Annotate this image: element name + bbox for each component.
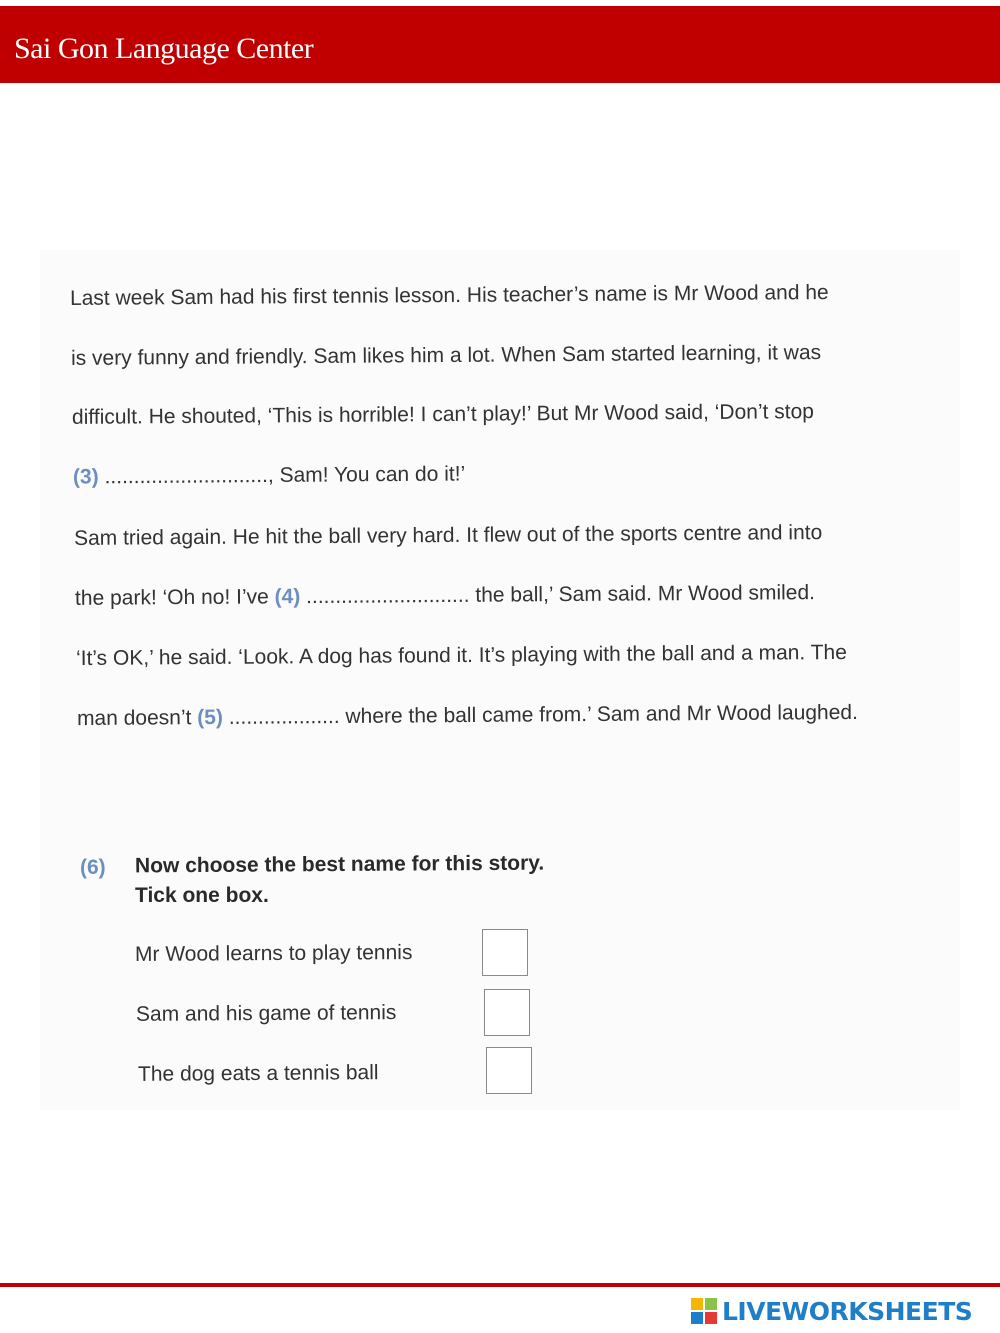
worksheet-scan: [40, 250, 960, 1110]
passage-line-2: is very funny and friendly. Sam likes him a lot. When Sam started learning, it was: [70, 341, 822, 370]
passage-line-6: [75, 582, 815, 609]
gap-5-after-text: where the ball came from.’ Sam and Mr Wood laughed.: [339, 700, 858, 729]
option-label-2: Sam and his game of tennis: [135, 1001, 397, 1026]
footer-divider: [0, 1283, 1000, 1287]
header-title: Sai Gon Language Center: [14, 32, 314, 65]
question-number: (6): [80, 856, 106, 879]
gap-4-after-text: the ball,’ Sam said. Mr Wood smiled.: [469, 581, 816, 607]
gap-4-before-text: the park! ‘Oh no! I’ve: [74, 585, 275, 610]
gap-blank-5[interactable]: ...................: [222, 705, 340, 729]
gap-blank-4[interactable]: ............................: [300, 583, 470, 609]
tick-box-2[interactable]: [484, 989, 530, 1036]
tick-box-3[interactable]: [486, 1047, 532, 1094]
header-bar: [0, 6, 1000, 83]
tick-box-1[interactable]: [482, 929, 528, 976]
liveworksheets-brand[interactable]: [690, 1294, 972, 1328]
gap-blank-3[interactable]: ............................: [104, 464, 268, 489]
gap-number-4: (4): [274, 585, 301, 609]
passage-line-5: Sam tried again. He hit the ball very hard. It flew out of the sports centre and into: [73, 521, 823, 550]
passage-line-7: ‘It’s OK,’ he said. ‘Look. A dog has found it. It’s playing with the ball and a man. The: [75, 640, 847, 671]
brand-name: LIVEWORKSHEETS: [722, 1296, 973, 1326]
question-sub-instruction: Tick one box.: [135, 884, 269, 907]
liveworksheets-logo-icon: [690, 1297, 718, 1325]
option-label-1: Mr Wood learns to play tennis: [134, 941, 413, 966]
passage-line-1: Last week Sam had his first tennis lesson. His teacher’s name is Mr Wood and he: [69, 281, 829, 310]
gap-number-5: (5): [197, 705, 224, 730]
question-instruction: Now choose the best name for this story.: [134, 851, 545, 878]
option-label-3: The dog eats a tennis ball: [137, 1061, 379, 1086]
passage-line-3: difficult. He shouted, ‘This is horrible! I can’t play!’ But Mr Wood said, ‘Don’t stop: [71, 400, 815, 429]
passage-line-4: [73, 463, 465, 487]
gap-3-after-text: , Sam! You can do it!’: [267, 462, 466, 488]
gap-5-before-text: man doesn’t: [76, 706, 198, 731]
gap-number-3: (3): [72, 465, 99, 489]
